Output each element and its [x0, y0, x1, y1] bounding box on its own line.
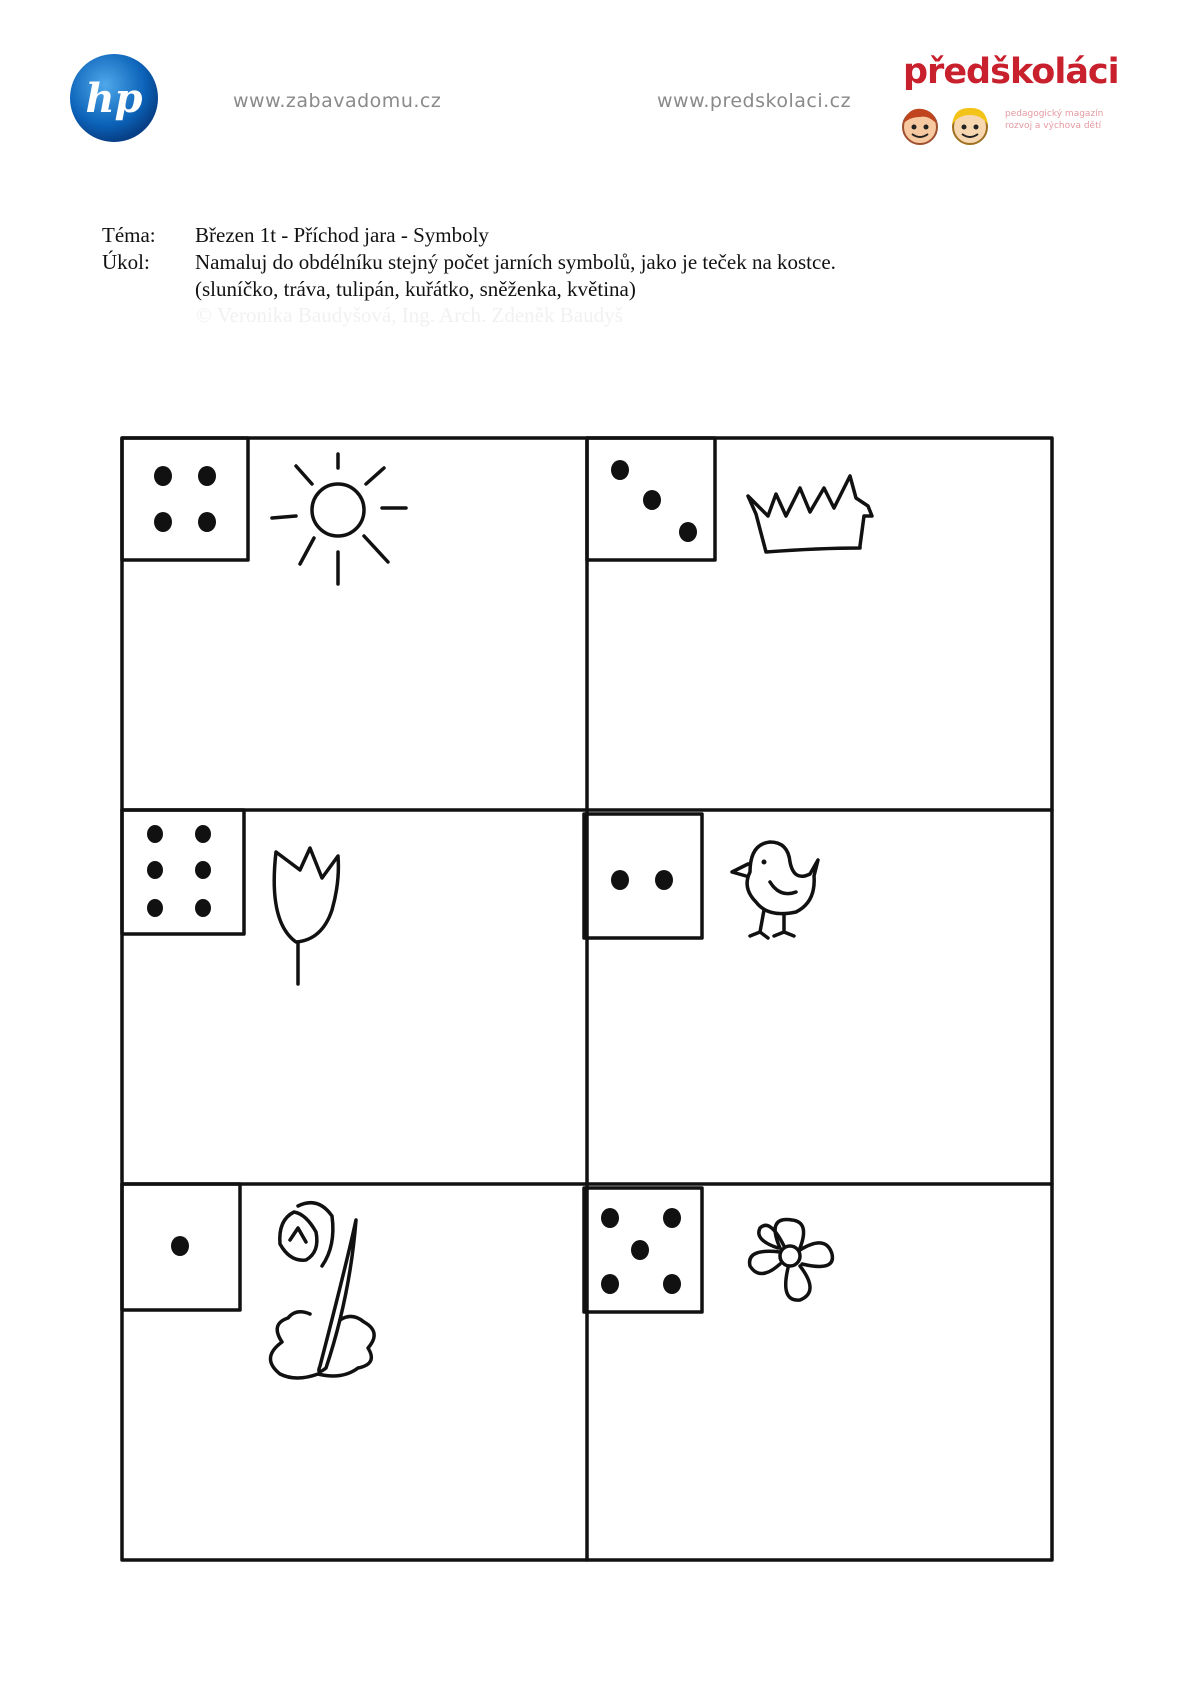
grass-icon [748, 476, 872, 552]
task-label: Úkol: [102, 250, 150, 274]
cell-3[interactable] [122, 810, 338, 984]
brand-logo-text: předškoláci [903, 52, 1119, 92]
dice-dots-3 [611, 460, 697, 542]
cell-4[interactable] [584, 814, 818, 938]
flower-icon [750, 1220, 833, 1301]
dice-dots-1 [171, 1236, 189, 1256]
worksheet-grid [120, 436, 1054, 1562]
dice-dots-5 [601, 1208, 681, 1294]
cell-6[interactable] [584, 1188, 832, 1312]
chick-icon [732, 842, 818, 938]
cell-2[interactable] [587, 438, 872, 560]
task-line-1: Namaluj do obdélníku stejný počet jarních symbolů, jako je teček na kostce. [195, 250, 836, 274]
dice-box-3 [122, 810, 244, 934]
brand-tagline [1005, 108, 1125, 132]
brand-tagline-line-1: pedagogický magazín [1005, 109, 1104, 119]
theme-label: Téma: [102, 223, 156, 247]
hp-logo-text: hp [85, 75, 143, 122]
brand-tagline-line-2: rozvoj a výchova dětí [1005, 121, 1102, 131]
cell-1[interactable] [122, 438, 406, 584]
task-description [102, 222, 836, 303]
url-predskolaci[interactable]: www.predskolaci.cz [657, 90, 852, 112]
copyright-credit: © Veronika Baudyšová, Ing. Arch. Zdeněk Baudyš [196, 303, 623, 327]
task-line-2: (sluníčko, tráva, tulipán, kuřátko, sněženka, květina) [195, 277, 636, 301]
task-label-spacer [102, 276, 195, 303]
sun-icon [272, 454, 406, 584]
dice-box-1 [122, 438, 248, 560]
cell-5[interactable] [122, 1184, 374, 1378]
brand-faces-icon [898, 103, 998, 147]
hp-logo [68, 52, 160, 144]
tulip-icon [274, 848, 338, 984]
dice-dots-6 [147, 825, 211, 917]
dice-box-4 [584, 814, 702, 938]
dice-dots-2 [611, 870, 673, 890]
snowdrop-icon [270, 1203, 374, 1378]
worksheet-grid-svg [120, 436, 1054, 1562]
theme-value: Březen 1t - Příchod jara - Symboly [195, 223, 489, 247]
dice-dots-4 [154, 466, 216, 532]
url-zabavadomu[interactable]: www.zabavadomu.cz [233, 90, 442, 112]
